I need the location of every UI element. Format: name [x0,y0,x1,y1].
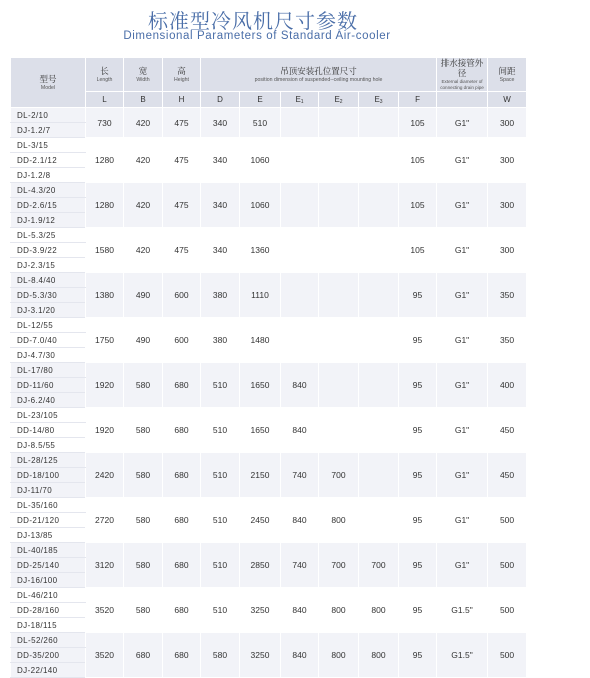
header-space-cn: 间距 [498,66,516,77]
value-cell-l: 1580 [86,228,124,273]
value-cell-e2: 800 [319,498,359,543]
value-cell-l: 1280 [86,183,124,228]
value-cell-l: 1920 [86,408,124,453]
value-cell-d: 510 [201,588,240,633]
value-cell-g: G1.5" [437,588,488,633]
value-cell-e1 [281,228,319,273]
value-cell-h: 680 [163,588,201,633]
value-cell-e3 [359,273,399,318]
model-cell: DD-28/160 [11,603,86,618]
table-row [11,108,527,123]
value-cell-d: 340 [201,228,240,273]
value-cell-e2 [319,408,359,453]
value-cell-e3: 700 [359,543,399,588]
value-cell-h: 680 [163,498,201,543]
value-cell-g: G1" [437,498,488,543]
table-header [11,58,527,108]
sym-D: D [201,92,240,108]
header-mounting [201,58,437,92]
value-cell-h: 600 [163,273,201,318]
title-chinese: 标准型冷风机尺寸参数 [148,9,358,33]
model-cell: DL-40/185 [11,543,86,558]
model-cell: DJ-1.9/12 [11,213,86,228]
table-body [11,108,527,678]
value-cell-e: 1480 [240,318,281,363]
value-cell-d: 340 [201,108,240,138]
value-cell-e3 [359,498,399,543]
value-cell-e3 [359,228,399,273]
value-cell-e3: 800 [359,588,399,633]
model-cell: DJ-6.2/40 [11,393,86,408]
value-cell-e: 1650 [240,408,281,453]
value-cell-b: 420 [124,228,163,273]
value-cell-w: 350 [488,273,527,318]
value-cell-d: 510 [201,408,240,453]
header-mounting-cn: 吊顶安装孔位置尺寸 [280,66,357,77]
model-cell: DD-35/200 [11,648,86,663]
value-cell-l: 3120 [86,543,124,588]
model-cell: DL-8.4/40 [11,273,86,288]
value-cell-h: 475 [163,108,201,138]
value-cell-h: 600 [163,318,201,363]
model-cell: DL-12/55 [11,318,86,333]
value-cell-e1: 840 [281,363,319,408]
value-cell-e1: 740 [281,543,319,588]
value-cell-e2 [319,108,359,138]
model-cell: DL-28/125 [11,453,86,468]
value-cell-d: 340 [201,183,240,228]
value-cell-h: 475 [163,138,201,183]
value-cell-e1 [281,183,319,228]
value-cell-f: 105 [399,183,437,228]
model-cell: DJ-4.7/30 [11,348,86,363]
value-cell-l: 2720 [86,498,124,543]
model-cell: DL-5.3/25 [11,228,86,243]
header-drain-cn: 排水接管外径 [440,59,484,80]
model-cell: DD-18/100 [11,468,86,483]
table-row [11,588,527,603]
value-cell-e1: 840 [281,408,319,453]
value-cell-e3 [359,183,399,228]
model-cell: DD-2.1/12 [11,153,86,168]
value-cell-e3 [359,108,399,138]
header-length-en: Length [96,76,113,83]
model-cell: DL-2/10 [11,108,86,123]
sym-E3-sub: 3 [379,98,383,105]
value-cell-g: G1" [437,363,488,408]
sym-E2 [319,92,359,108]
value-cell-e2 [319,318,359,363]
value-cell-e: 1060 [240,183,281,228]
value-cell-e2: 800 [319,633,359,678]
header-space [488,58,527,92]
value-cell-b: 580 [124,543,163,588]
model-cell: DL-35/160 [11,498,86,513]
value-cell-w: 300 [488,183,527,228]
value-cell-g: G1" [437,138,488,183]
value-cell-g: G1" [437,108,488,138]
model-cell: DJ-22/140 [11,663,86,678]
value-cell-e2 [319,183,359,228]
model-cell: DJ-2.3/15 [11,258,86,273]
model-cell: DL-23/105 [11,408,86,423]
value-cell-w: 300 [488,138,527,183]
table-row [11,498,527,513]
header-drain [437,58,488,92]
header-length [86,58,124,92]
value-cell-e: 1110 [240,273,281,318]
header-height-cn: 高 [177,66,186,77]
value-cell-l: 1280 [86,138,124,183]
value-cell-w: 350 [488,318,527,363]
model-cell: DD-2.6/15 [11,198,86,213]
sym-G [437,92,488,108]
value-cell-w: 500 [488,588,527,633]
header-width-en: Width [136,76,150,83]
value-cell-e: 2150 [240,453,281,498]
sym-B: B [124,92,163,108]
value-cell-g: G1" [437,183,488,228]
value-cell-g: G1" [437,453,488,498]
value-cell-e1 [281,138,319,183]
value-cell-w: 450 [488,453,527,498]
value-cell-e: 3250 [240,588,281,633]
value-cell-h: 680 [163,453,201,498]
value-cell-l: 1920 [86,363,124,408]
value-cell-d: 510 [201,543,240,588]
value-cell-d: 380 [201,273,240,318]
value-cell-e2 [319,273,359,318]
value-cell-e1: 740 [281,453,319,498]
value-cell-d: 580 [201,633,240,678]
value-cell-f: 95 [399,318,437,363]
value-cell-w: 400 [488,363,527,408]
value-cell-b: 420 [124,183,163,228]
value-cell-b: 420 [124,138,163,183]
value-cell-b: 580 [124,363,163,408]
sym-L: L [86,92,124,108]
table-row [11,273,527,288]
value-cell-e1 [281,108,319,138]
value-cell-f: 105 [399,108,437,138]
header-model [11,58,86,108]
value-cell-b: 580 [124,453,163,498]
value-cell-f: 105 [399,228,437,273]
model-cell: DL-3/15 [11,138,86,153]
value-cell-e3 [359,408,399,453]
sym-F: F [399,92,437,108]
value-cell-l: 730 [86,108,124,138]
table-row [11,408,527,423]
value-cell-e: 1060 [240,138,281,183]
model-cell: DD-25/140 [11,558,86,573]
table-row [11,363,527,378]
value-cell-l: 3520 [86,588,124,633]
value-cell-b: 580 [124,588,163,633]
header-model-en: Model [40,84,56,91]
value-cell-f: 105 [399,138,437,183]
value-cell-g: G1" [437,273,488,318]
value-cell-f: 95 [399,273,437,318]
dimension-table [10,57,527,678]
table-row [11,228,527,243]
value-cell-e1: 840 [281,498,319,543]
value-cell-e3 [359,453,399,498]
header-drain-en: External diameter of connecting drain pipe [440,79,484,90]
value-cell-e: 1360 [240,228,281,273]
value-cell-w: 500 [488,498,527,543]
value-cell-f: 95 [399,588,437,633]
value-cell-e2: 700 [319,543,359,588]
value-cell-f: 95 [399,453,437,498]
header-mounting-en: position dimension of suspended--ceiling mounting hole [254,76,383,83]
value-cell-e1 [281,318,319,363]
sym-E1-letter: E [295,94,301,104]
sym-E2-letter: E [334,94,340,104]
model-cell: DJ-3.1/20 [11,303,86,318]
header-space-en: Space [499,76,515,83]
value-cell-e2 [319,138,359,183]
value-cell-f: 95 [399,408,437,453]
value-cell-f: 95 [399,498,437,543]
sym-E2-sub: 2 [339,98,343,105]
model-cell: DD-14/80 [11,423,86,438]
value-cell-g: G1.5" [437,633,488,678]
header-height-en: Height [174,76,189,83]
value-cell-e3: 800 [359,633,399,678]
value-cell-h: 680 [163,543,201,588]
value-cell-d: 340 [201,138,240,183]
value-cell-h: 680 [163,363,201,408]
value-cell-e3 [359,138,399,183]
value-cell-e: 2450 [240,498,281,543]
model-cell: DD-7.0/40 [11,333,86,348]
table-row [11,318,527,333]
value-cell-b: 420 [124,108,163,138]
model-cell: DJ-1.2/7 [11,123,86,138]
sym-E3-letter: E [374,94,380,104]
title-english: Dimensional Parameters of Standard Air-cooler [123,30,391,42]
value-cell-e1: 840 [281,633,319,678]
value-cell-h: 680 [163,633,201,678]
value-cell-e: 2850 [240,543,281,588]
sym-E3 [359,92,399,108]
value-cell-b: 580 [124,408,163,453]
value-cell-f: 95 [399,363,437,408]
value-cell-h: 475 [163,183,201,228]
table-row [11,453,527,468]
value-cell-e: 510 [240,108,281,138]
model-cell: DD-3.9/22 [11,243,86,258]
header-height [163,58,201,92]
value-cell-e: 1650 [240,363,281,408]
header-model-cn: 型号 [39,74,57,85]
model-cell: DL-52/260 [11,633,86,648]
value-cell-l: 2420 [86,453,124,498]
value-cell-b: 490 [124,273,163,318]
model-cell: DJ-11/70 [11,483,86,498]
model-cell: DJ-18/115 [11,618,86,633]
value-cell-g: G1" [437,228,488,273]
model-cell: DJ-16/100 [11,573,86,588]
value-cell-e2: 700 [319,453,359,498]
table-row [11,633,527,648]
header-length-cn: 长 [100,66,109,77]
model-cell: DD-21/120 [11,513,86,528]
value-cell-h: 475 [163,228,201,273]
value-cell-w: 300 [488,108,527,138]
value-cell-d: 510 [201,453,240,498]
table-row [11,543,527,558]
value-cell-f: 95 [399,543,437,588]
value-cell-g: G1" [437,318,488,363]
value-cell-d: 510 [201,363,240,408]
value-cell-e2 [319,228,359,273]
sym-E1 [281,92,319,108]
value-cell-e: 3250 [240,633,281,678]
value-cell-d: 510 [201,498,240,543]
value-cell-l: 1750 [86,318,124,363]
value-cell-w: 300 [488,228,527,273]
value-cell-g: G1" [437,543,488,588]
value-cell-b: 680 [124,633,163,678]
model-cell: DL-46/210 [11,588,86,603]
value-cell-b: 580 [124,498,163,543]
value-cell-l: 3520 [86,633,124,678]
sym-H: H [163,92,201,108]
value-cell-l: 1380 [86,273,124,318]
value-cell-f: 95 [399,633,437,678]
value-cell-e2 [319,363,359,408]
value-cell-b: 490 [124,318,163,363]
value-cell-e3 [359,318,399,363]
model-cell: DL-4.3/20 [11,183,86,198]
value-cell-d: 380 [201,318,240,363]
model-cell: DL-17/80 [11,363,86,378]
header-width [124,58,163,92]
model-cell: DD-11/60 [11,378,86,393]
table-row [11,183,527,198]
value-cell-w: 500 [488,543,527,588]
value-cell-w: 450 [488,408,527,453]
sym-E: E [240,92,281,108]
value-cell-e1: 840 [281,588,319,633]
header-width-cn: 宽 [138,66,148,77]
value-cell-e3 [359,363,399,408]
model-cell: DJ-8.5/55 [11,438,86,453]
sym-E1-sub: 1 [300,98,304,105]
sym-W: W [488,92,527,108]
model-cell: DJ-13/85 [11,528,86,543]
value-cell-w: 500 [488,633,527,678]
model-cell: DD-5.3/30 [11,288,86,303]
model-cell: DJ-1.2/8 [11,168,86,183]
table-row [11,138,527,153]
value-cell-h: 680 [163,408,201,453]
value-cell-g: G1" [437,408,488,453]
value-cell-e2: 800 [319,588,359,633]
value-cell-e1 [281,273,319,318]
